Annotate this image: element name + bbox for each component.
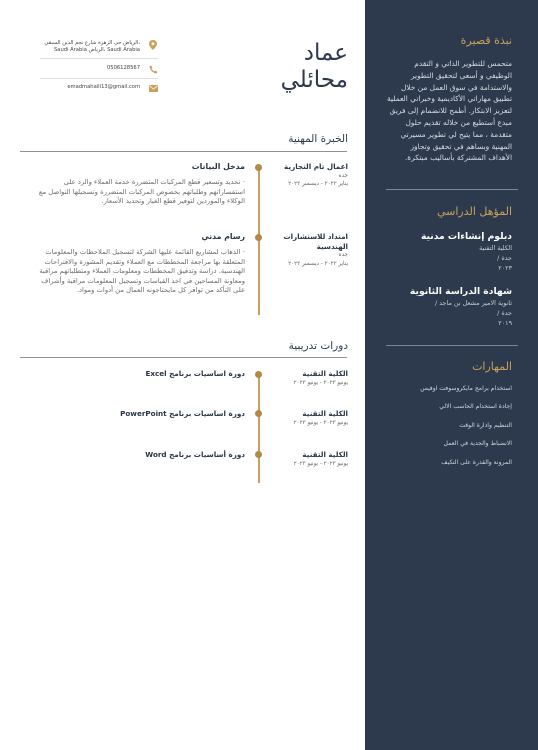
contact-address <box>40 40 158 54</box>
education-section <box>386 205 512 328</box>
education-city: جدة / <box>497 309 512 317</box>
education-degree: دبلوم إنشاءات مدنية <box>420 231 512 242</box>
sidebar-divider <box>386 189 518 190</box>
experience-company-block <box>270 232 348 268</box>
timeline-dot <box>255 164 262 171</box>
bullet: - <box>242 178 245 186</box>
address-text: الرياض حي الزهرة شارع نجم الدين السبقي، Saudi Arabia الرياض، Saudi Arabia <box>44 40 140 53</box>
education-item <box>386 286 512 328</box>
job-title: مدخل البيانات <box>191 162 245 171</box>
contact-divider <box>40 58 158 59</box>
education-city: جدة / <box>497 254 512 262</box>
phone-text: 0506128567 <box>106 65 140 71</box>
company-dates: يناير ٢٠٢٣ - ديسمبر ٢٠٢٣ <box>288 181 348 187</box>
contact-phone <box>40 64 158 76</box>
experience-company-block <box>270 162 348 188</box>
section-divider <box>20 357 347 358</box>
phone-icon <box>148 64 158 74</box>
course-dates: يونيو ٢٠٢٣ - يونيو ٢٠٢٣ <box>293 460 348 467</box>
skill-item: استخدام برامج مايكروسوفت اوفيس <box>420 384 512 392</box>
sidebar <box>365 0 538 750</box>
contact-divider <box>40 78 158 79</box>
education-school: الكلية التقنية <box>479 244 512 252</box>
job-description <box>30 178 245 207</box>
sidebar-divider <box>386 345 518 346</box>
company-city: جدة <box>338 252 348 259</box>
job-description-text: الذهاب لمشاريع القائمة عليها الشركة لتسجيل الملاحظات والمعلومات المتعلقة بها مراجعة المخططات مع العملاء وتقديم المشورة والاقتراحات الهندسية. دراسة وتدقيق المخططات ومعلومات العملاء ومتطلباتهم مراقبة ومعاونة المساحين في اخذ القياسات وتسجيل المعلومات مراقبة وأشراف على التأكد من توافر كل مايحتاجونه العمال من أدوات ومواد. <box>39 248 245 295</box>
course-institution: الكلية التقنية <box>302 369 348 378</box>
education-school: ثانوية الامير مشعل بن ماجد / <box>435 299 512 307</box>
timeline-dot <box>255 371 262 378</box>
courses-title: دورات تدريبية <box>288 340 348 352</box>
course-institution: الكلية التقنية <box>302 409 348 418</box>
course-institution-block <box>270 409 348 427</box>
profile-title: نبذة قصيرة <box>460 34 512 47</box>
full-name <box>208 40 348 94</box>
company-name: اعمال تام التجارية <box>284 162 348 171</box>
timeline-dot <box>255 451 262 458</box>
skill-item: إجادة استخدام الحاسب الالي <box>439 403 512 410</box>
education-year: ٢٠١٩ <box>498 319 512 327</box>
contact-email <box>40 83 158 95</box>
course-dates: يونيو ٢٠٢٣ - يونيو ٢٠٢٣ <box>293 379 348 386</box>
job-description-text: تحديد وتسعير قطع المركبات المتضررة خدمة العملاء والرد على استفساراتهم وطلباتهم بخصوص المركبات المتضررة وتسجيلها التواصل مع الوكلاء والموردين لتوفير قطع الغيار وتحديد الأسعار. <box>38 178 245 206</box>
course-dates: يونيو ٢٠٢٣ - يونيو ٢٠٢٣ <box>293 419 348 426</box>
company-dates: يناير ٢٠٢٣ - ديسمبر ٢٠٢٣ <box>288 260 348 267</box>
courses-timeline <box>258 373 260 483</box>
location-pin-icon <box>148 40 158 50</box>
first-name: عماد <box>303 40 348 66</box>
section-divider <box>20 151 347 152</box>
job-description <box>30 248 245 296</box>
course-institution: الكلية التقنية <box>302 450 348 459</box>
skill-item: الانضباط والجدية في العمل <box>443 440 512 447</box>
education-year: ٢٠٢٣ <box>498 264 512 272</box>
experience-job-block <box>30 162 245 207</box>
last-name: محائلي <box>280 67 348 93</box>
course-institution-block <box>270 369 348 387</box>
profile-section <box>386 34 512 164</box>
bullet: - <box>242 248 245 256</box>
education-title: المؤهل الدراسي <box>436 205 512 218</box>
profile-text: متحمس للتطوير الذاتي و التقدم الوظيفي و أسعى لتحقيق التطوير والاستدامة في سوق العمل من خلال تطبيق مهاراتي الأكاديمية وخبراتي العملية لتعزيز الابتكار. أطمح للانضمام إلى فريق مبدع أستطيع من خلاله تقديم حلول متقدمة ، مما يتيح لي تطوير مسيرتي المهنية وبساهم في تحقيق وتجاوز الأهداف المشتركة بأساليب مبتكرة. <box>387 59 512 163</box>
course-title: دورة أساسيات برنامج Word <box>145 450 245 459</box>
skill-item: المرونة والقدرة على التكيف <box>441 458 512 466</box>
company-city: جدة <box>338 172 348 179</box>
job-title: رسام مدني <box>201 232 245 241</box>
company-name: امتداد للاستشارات الهندسية <box>283 232 348 251</box>
skill-item: التنظيم وادارة الوقت <box>459 421 512 429</box>
experience-title: الخبرة المهنية <box>288 133 348 145</box>
timeline-dot <box>255 410 262 417</box>
course-title: دورة اساسيات برنامج PowerPoint <box>120 409 245 418</box>
education-item <box>386 231 512 273</box>
education-degree: شهادة الدراسة الثانوية <box>409 286 512 297</box>
timeline-dot <box>255 234 262 241</box>
envelope-icon <box>148 83 158 93</box>
course-institution-block <box>270 450 348 468</box>
experience-job-block <box>30 232 245 296</box>
skills-section <box>386 360 512 467</box>
course-title: دورة اساسيات برنامج Excel <box>145 369 245 378</box>
email-text: emadmahaili13@gmail.com <box>67 84 140 90</box>
skills-title: المهارات <box>472 360 512 373</box>
